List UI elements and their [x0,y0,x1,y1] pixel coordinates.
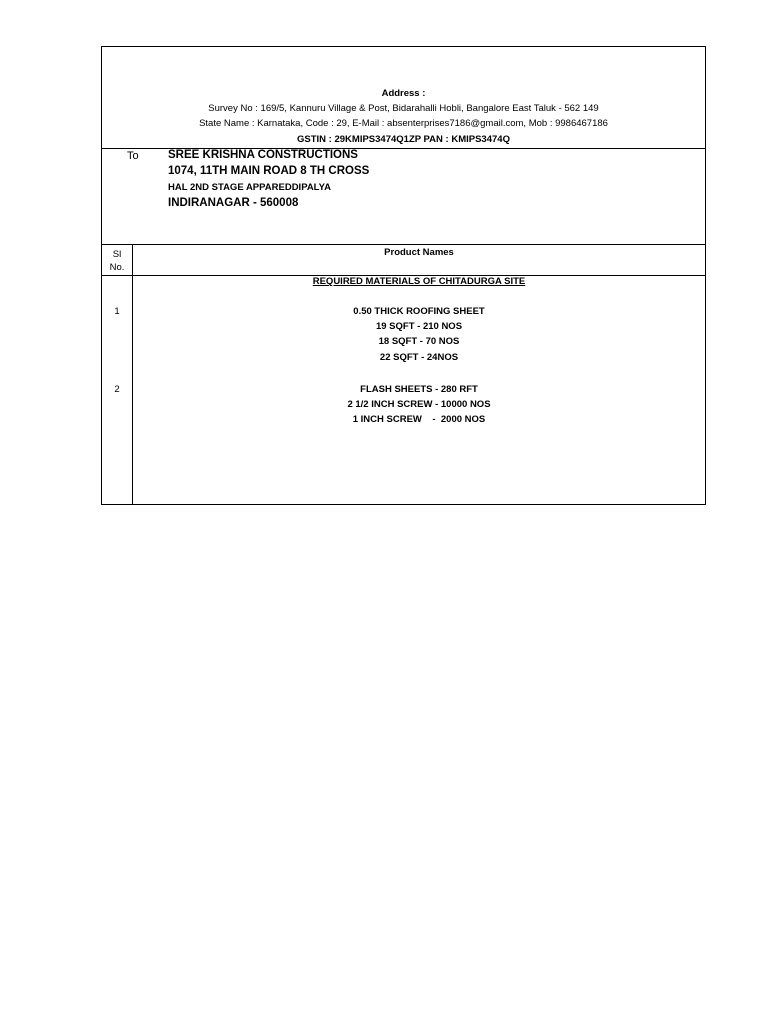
recipient-name: SREE KRISHNA CONSTRUCTIONS [168,149,358,161]
to-label: To [127,150,139,162]
recipient-address-line-3: INDIRANAGAR - 560008 [168,197,299,209]
item-1-line-1: 0.50 THICK ROOFING SHEET [353,306,485,317]
address-label: Address : [381,88,426,99]
item-1-line-4: 22 SQFT - 24NOS [379,352,459,363]
item-2-line-1: FLASH SHEETS - 280 RFT [360,384,478,395]
letterhead [102,47,705,149]
recipient-address-line-1: 1074, 11TH MAIN ROAD 8 TH CROSS [168,165,370,177]
gstin-line: GSTIN : 29KMIPS3474Q1ZP PAN : KMIPS3474Q [297,134,510,145]
item-1-line-2: 19 SQFT - 210 NOS [375,321,463,332]
address-line-1: Survey No : 169/5, Kannuru Village & Post, Bidarahalli Hobli, Bangalore East Taluk - 562 149 [208,103,599,114]
recipient-address-line-2: HAL 2ND STAGE APPAREDDIPALYA [168,182,331,193]
item-1-line-3: 18 SQFT - 70 NOS [378,336,460,347]
item-2-line-2: 2 1/2 INCH SCREW - 10000 NOS [347,399,491,410]
col-product-header: Product Names [384,247,454,258]
table-top-border [102,244,705,245]
section-title: REQUIRED MATERIALS OF CHITADURGA SITE [312,276,526,287]
col-sl-header: Sl No. [109,249,125,273]
address-line-2: State Name : Karnataka, Code : 29, E-Mail : absenterprises7186@gmail.com, Mob : 9986467186 [199,118,608,129]
quotation-sheet [101,46,706,505]
item-2-sl: 2 [114,384,120,395]
item-1-sl: 1 [114,306,120,317]
item-2-line-3: 1 INCH SCREW - 2000 NOS [352,414,486,425]
